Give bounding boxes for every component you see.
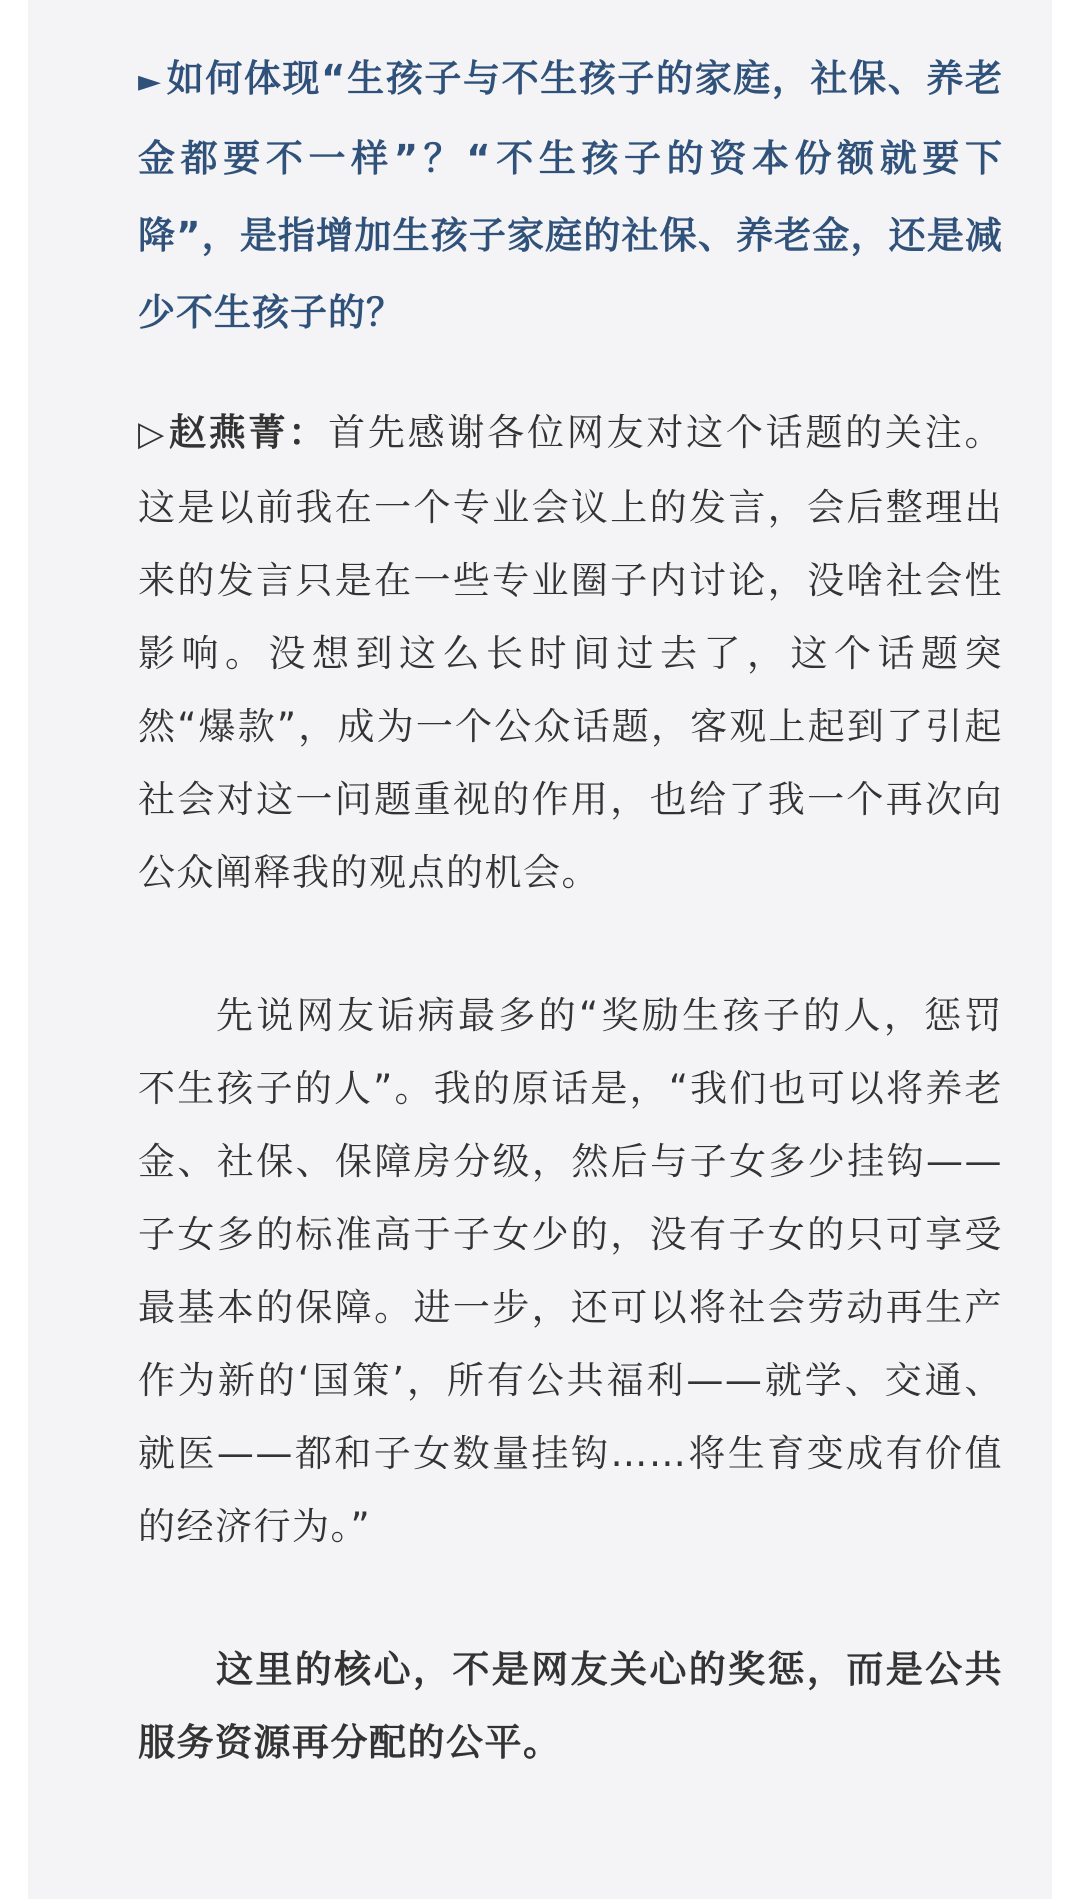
article-content — [138, 40, 1003, 1779]
speaker-name: 赵燕菁： — [168, 411, 329, 454]
outline-triangle-bullet-icon: ▷ — [138, 414, 167, 454]
article-panel — [28, 0, 1052, 1899]
interview-answer — [138, 396, 1003, 909]
triangle-bullet-icon: ► — [138, 64, 163, 99]
question-text: 如何体现“生孩子与不生孩子的家庭，社保、养老金都要不一样”？“不生孩子的资本份额就要下降”，是指增加生孩子家庭的社保、养老金，还是减少不生孩子的？ — [138, 57, 1003, 334]
body-paragraph: 先说网友诟病最多的“奖励生孩子的人，惩罚不生孩子的人”。我的原话是，“我们也可以将养老金、社保、保障房分级，然后与子女多少挂钩——子女多的标准高于子女少的，没有子女的只可享受最基本的保障。进一步，还可以将社会劳动再生产作为新的‘国策’，所有公共福利——就学、交通、就医——都和子女数量挂钩……将生育变成有价值的经济行为。” — [138, 994, 1003, 1548]
key-point-paragraph: 这里的核心，不是网友关心的奖惩，而是公共服务资源再分配的公平。 — [138, 1648, 1003, 1764]
interview-question — [138, 40, 1003, 351]
answer-text: 首先感谢各位网友对这个话题的关注。这是以前我在一个专业会议上的发言，会后整理出来的发言只是在一些专业圈子内讨论，没啥社会性影响。没想到这么长时间过去了，这个话题突然“爆款”，成为一个公众话题，客观上起到了引起社会对这一问题重视的作用，也给了我一个再次向公众阐释我的观点的机会。 — [138, 411, 1004, 894]
